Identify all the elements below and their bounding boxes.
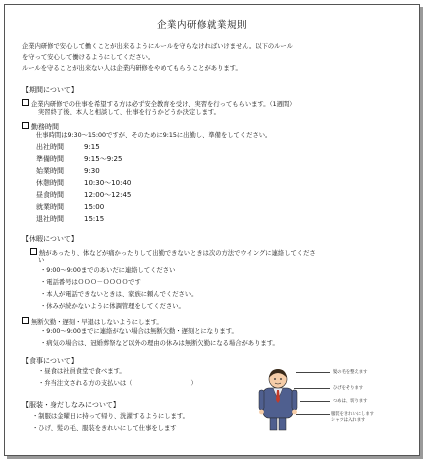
schedule-time: 10:30～10:40 [84, 179, 132, 187]
schedule-time: 15:15 [84, 215, 105, 223]
figure-note-clothes: 服装をきれいにします [331, 412, 374, 417]
dress-item: ・制服は金曜日に持って帰り、洗濯するようにします。 [32, 413, 189, 420]
employee-figure-illustration [254, 366, 302, 432]
leader-line [300, 401, 330, 402]
absence-intro: 熱があったり、体などが痛かったりして出勤できないときは次の方法でウイングに連絡してくださ [30, 248, 316, 257]
schedule-label: 出社時間 [36, 143, 64, 151]
figure-note-shave: ひげをそります [333, 386, 364, 391]
hours-heading: 勤務時間 [22, 122, 59, 131]
intro-line-2: を守って安心して働けるようにしてください。 [22, 54, 155, 61]
meals-heading: 【食事について】 [22, 357, 78, 365]
checkbox-icon [22, 317, 29, 324]
absence-item: ・休みが続かないように体調管理をしてください。 [40, 303, 185, 310]
period-line-2: 実習終了後、本人と相談して、仕事を行うかどうか決定します。 [38, 109, 220, 116]
schedule-label: 就業時間 [36, 203, 64, 211]
absence-item: ・本人が電話できないときは、家族に頼んでください。 [40, 291, 198, 298]
figure-note-hair: 髪の毛を整えます [333, 370, 368, 375]
absence-intro-cont: い [38, 257, 45, 264]
checkbox-icon [30, 248, 37, 255]
right-eye [280, 378, 282, 380]
left-arm [259, 390, 264, 410]
schedule-label: 休憩時間 [36, 179, 64, 187]
schedule-label: 始業時間 [36, 167, 64, 175]
unauthorized-item: ・9:00～9:00までに連絡がない場合は無断欠勤・遅刻とになります。 [40, 328, 238, 335]
leader-line [294, 388, 330, 389]
unauthorized-item: ・病気の場合は、冠婚葬祭など以外の理由の休みは無断欠勤になる場合があります。 [40, 340, 279, 347]
period-line-1: 企業内研修での仕事を希望する方は必ず安全教育を受け、実習を行ってもらいます。（1週間） [22, 99, 296, 108]
left-leg [270, 418, 277, 430]
left-hand [259, 410, 264, 415]
intro-line-1: 企業内研修で安心して働くことが出来るようにルールを守らなければいけません。以下のルール [22, 43, 293, 50]
document-title: 企業内研修就業規則 [157, 20, 248, 31]
leader-line [296, 414, 330, 415]
right-arm [292, 390, 297, 410]
unauthorized-heading: 無断欠勤・遅刻・早退はしないようにします。 [22, 317, 163, 326]
absence-item: ・電話番号はＯＯＯ－ＯＯＯＯです [40, 279, 141, 286]
schedule-label: 退社時間 [36, 215, 64, 223]
absence-item: ・9:00～9:00までのあいだに連絡してください [40, 267, 176, 274]
figure-note-nails: つめは、切ります [333, 399, 368, 404]
employee-figure [259, 369, 297, 430]
checkbox-icon [22, 122, 29, 129]
schedule-time: 9:15 [84, 143, 100, 151]
schedule-label: 昼食時間 [36, 191, 64, 199]
schedule-label: 準備時間 [36, 155, 64, 163]
schedule-time: 12:00～12:45 [84, 191, 132, 199]
intro-line-3: ルールを守ることが出来ない人は企業内研修をやめてもらうことがあります。 [22, 65, 242, 72]
meals-item-payment: ・弁当注文される方の支払いは（ ） [38, 380, 197, 387]
schedule-time: 15:00 [84, 203, 105, 211]
dress-heading: 【服装・身だしなみについて】 [22, 401, 120, 409]
absence-heading: 【休暇について】 [22, 235, 78, 243]
dress-item: ・ひげ、髪の毛、服装をきれいにして仕事をします [32, 425, 177, 432]
checkbox-icon [22, 99, 29, 106]
left-eye [274, 378, 276, 380]
right-leg [279, 418, 286, 430]
hours-intro: 仕事時間は9:30～15:00ですが、そのために9:15に出勤し、準備をしてください。 [36, 132, 272, 139]
schedule-time: 9:30 [84, 167, 100, 175]
leader-line [296, 372, 330, 373]
schedule-time: 9:15～9:25 [84, 155, 123, 163]
figure-note-shirt: シャツは入れます [331, 418, 366, 423]
period-heading: 【期間について】 [22, 86, 78, 94]
meals-item: ・昼食は社員食堂で食べます。 [38, 368, 126, 375]
